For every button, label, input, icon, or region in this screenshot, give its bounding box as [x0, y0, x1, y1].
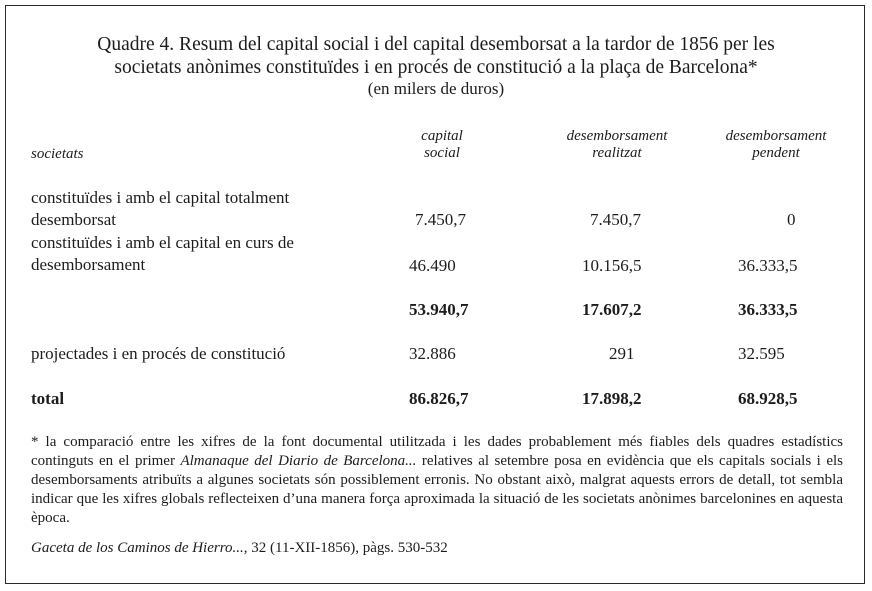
row-2-pendent: 36.333,5 [738, 256, 798, 275]
row-1-label-line1: constituïdes i amb el capital totalment [31, 188, 290, 207]
row-1-realitzat: 7.450,7 [590, 210, 641, 229]
total-label: total [31, 389, 65, 408]
footnote-part1: * la comparació entre les xifres de la font documental utilitzada i les dades probablement més fiables dels quadres estadístics continguts en el primer [31, 434, 843, 469]
subtotal-capital: 53.940,7 [409, 300, 469, 319]
row-1-label-line2: desemborsat [31, 210, 116, 229]
row-2-label-line1: constituïdes i amb el capital en curs de [31, 233, 294, 252]
header-pendent-line1: desemborsament [725, 128, 827, 144]
footnote [31, 433, 843, 528]
row-2-label-line2: desemborsament [31, 255, 146, 274]
source-citation [31, 539, 448, 558]
subtotal-pendent: 36.333,5 [738, 300, 798, 319]
row-1-label [31, 187, 289, 231]
footnote-italic-title: Almanaque del Diario de Barcelona... [180, 453, 417, 469]
title-line-2: societats anònimes constituïdes i en procés de constitució a la plaça de Barcelona* [114, 57, 758, 78]
row-2-realitzat: 10.156,5 [582, 256, 642, 275]
header-realitzat-line1: desemborsament [566, 128, 668, 144]
row-4-capital: 32.886 [409, 344, 456, 363]
row-2-label [31, 232, 294, 276]
title-line-1: Quadre 4. Resum del capital social i del capital desemborsat a la tardor de 1856 per les [97, 34, 775, 55]
row-1-capital: 7.450,7 [415, 210, 466, 229]
total-realitzat: 17.898,2 [582, 389, 642, 408]
row-4-realitzat: 291 [609, 344, 635, 363]
header-capital-social [392, 128, 492, 162]
subtotal-realitzat: 17.607,2 [582, 300, 642, 319]
total-capital: 86.826,7 [409, 389, 469, 408]
total-pendent: 68.928,5 [738, 389, 798, 408]
table-title [0, 33, 872, 99]
header-pendent-line2: pendent [752, 145, 800, 161]
header-desemborsament-realitzat [542, 128, 692, 162]
header-desemborsament-pendent [701, 128, 851, 162]
footnote-part2: relatives al setembre posa en evidència que els capitals socials i els desemborsaments atribuïts a algunes societats són possiblement erronis. No obstant això, malgrat aquests errors de detall, tot sembla indicar que les xifres globals reflecteixen d’una manera força aproximada la situació de les societats anònimes barcelonines en aquesta època. [31, 453, 844, 526]
row-4-label: projectades i en procés de constitució [31, 344, 286, 363]
header-realitzat-line2: realitzat [592, 145, 642, 161]
header-capital-line1: capital [421, 128, 463, 144]
row-1-pendent: 0 [787, 210, 796, 229]
source-details: , 32 (11-XII-1856), pàgs. 530-532 [243, 540, 448, 556]
header-capital-line2: social [424, 145, 460, 161]
header-societats: societats [31, 146, 84, 162]
title-units: (en milers de duros) [367, 79, 505, 98]
row-4-pendent: 32.595 [738, 344, 785, 363]
row-2-capital: 46.490 [409, 256, 456, 275]
source-title: Gaceta de los Caminos de Hierro... [31, 540, 244, 556]
